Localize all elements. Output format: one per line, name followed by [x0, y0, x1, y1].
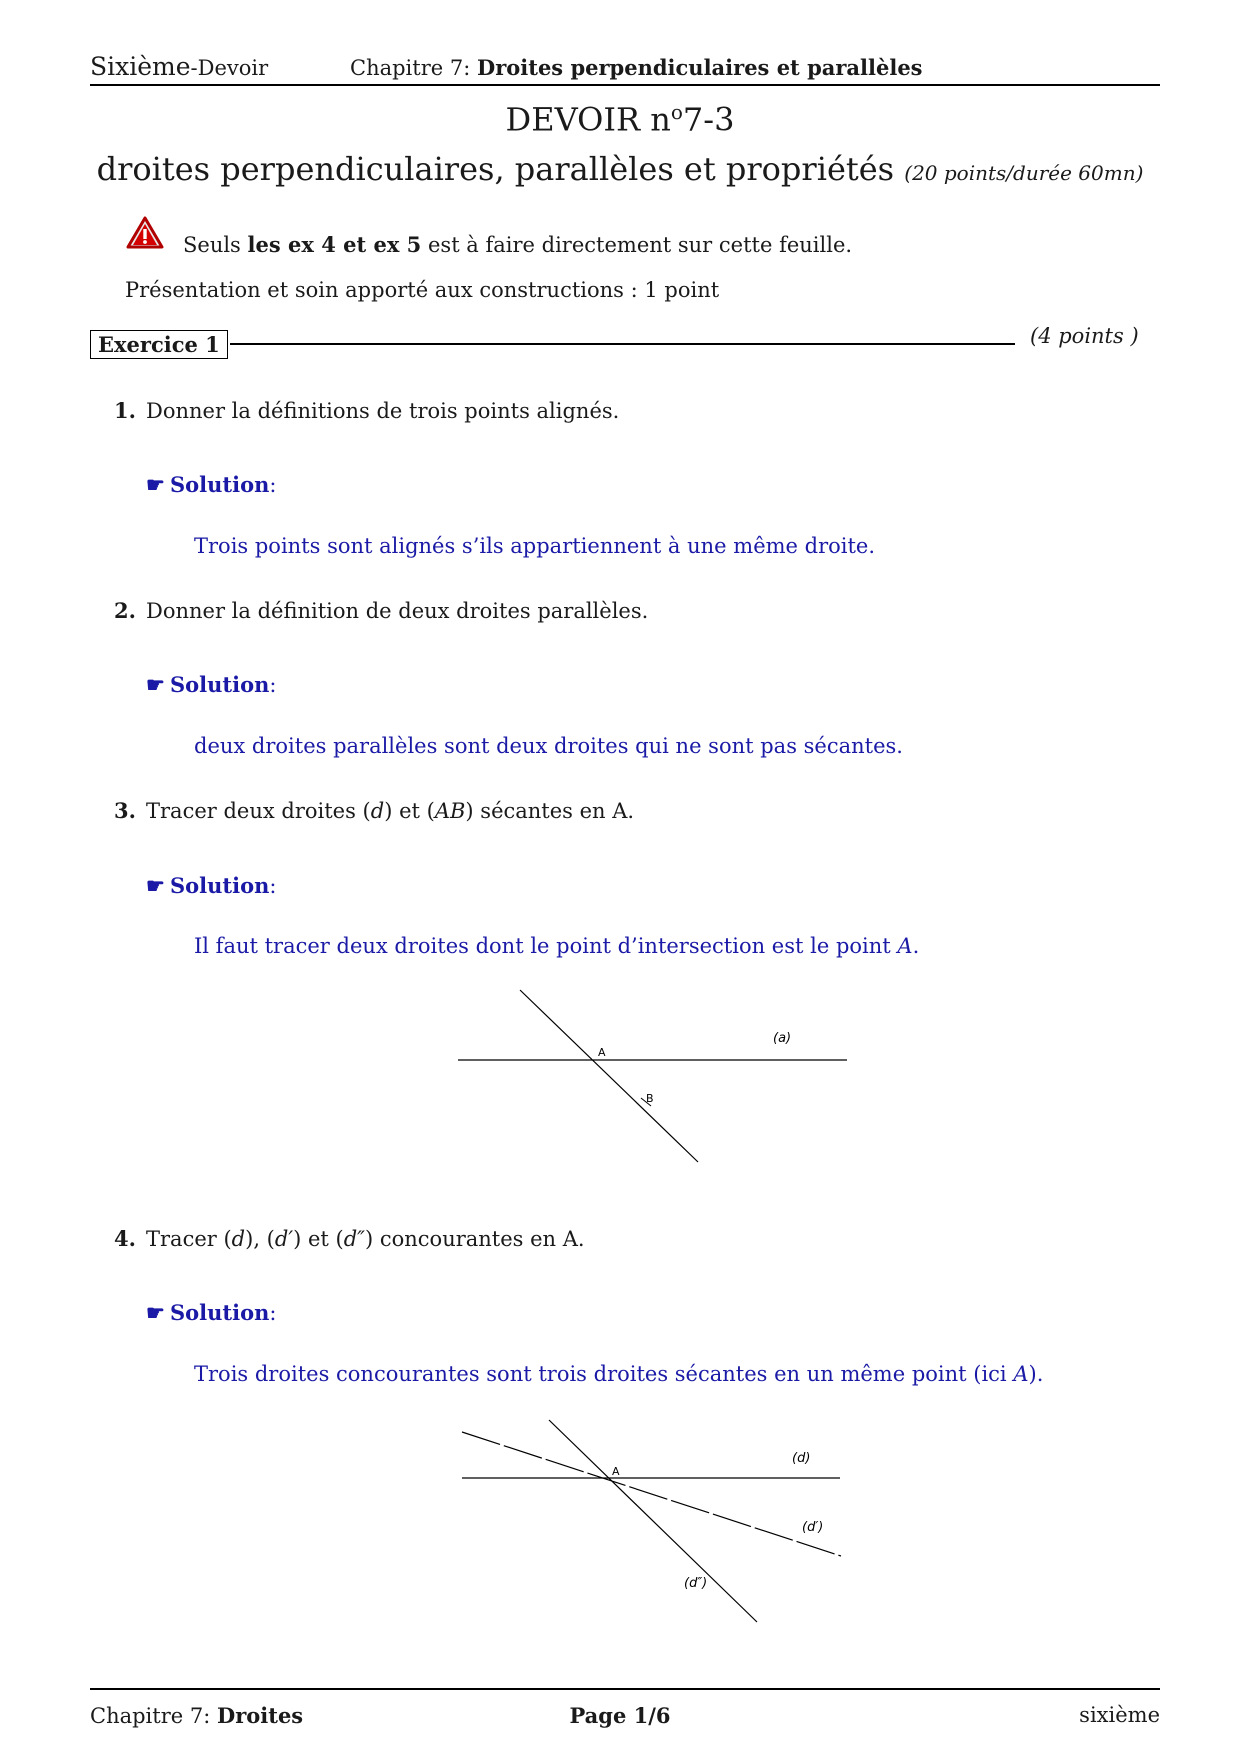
solution-label-text: Solution — [170, 873, 270, 898]
q4-text-a: Tracer ( — [146, 1227, 232, 1251]
figure-secant-lines — [440, 980, 860, 1180]
label-line-d: (d) — [792, 1451, 811, 1466]
label-line-a: (a) — [773, 1031, 792, 1046]
header-course-suffix: -Devoir — [190, 56, 269, 80]
solution-label-3: ☛ Solution: — [146, 873, 277, 898]
question-number: 2. — [114, 598, 136, 623]
q3-text-e: ) sécantes en A. — [465, 799, 635, 823]
notice-prefix: Seuls — [183, 233, 241, 257]
page-number: Page 1/6 — [569, 1703, 671, 1728]
line-d-second — [549, 1420, 757, 1622]
question-number: 3. — [114, 798, 136, 823]
solution-label-2: ☛ Solution: — [146, 672, 277, 697]
question-number: 1. — [114, 398, 136, 423]
question-text: Donner la définition de deux droites parallèles. — [146, 599, 649, 623]
label-line-d-second: (d″) — [684, 1576, 708, 1591]
q3-text-d: AB — [434, 799, 466, 823]
q3-text-c: ) et ( — [384, 799, 435, 823]
title-devoir-sup: o — [670, 100, 683, 124]
footer-rule — [90, 1688, 1160, 1690]
line-d-prime — [462, 1432, 841, 1556]
question-1 — [114, 398, 619, 423]
notice-text — [183, 232, 852, 257]
page-title — [0, 100, 1240, 139]
solution-label-4: ☛ Solution: — [146, 1300, 277, 1325]
title-devoir: DEVOIR n — [505, 100, 671, 139]
header-course-name: Sixième — [90, 52, 191, 81]
label-line-d-prime: (d′) — [802, 1520, 824, 1535]
q3-solution-b: A — [897, 934, 913, 958]
solution-label-text: Solution — [170, 672, 270, 697]
q3-solution-a: Il faut tracer deux droites dont le point d’intersection est le point — [194, 934, 898, 958]
q4-text-f: d″ — [343, 1227, 365, 1251]
footer-chapter-name: Droites — [216, 1703, 304, 1728]
question-2 — [114, 598, 648, 623]
exercise-label: Exercice 1 — [90, 330, 228, 359]
solution-label-1: ☛ Solution: — [146, 472, 277, 497]
warning-icon — [126, 216, 164, 250]
header-rule — [90, 84, 1160, 86]
pointing-hand-icon: ☛ — [146, 672, 165, 697]
question-4 — [114, 1226, 585, 1251]
question-number: 4. — [114, 1226, 136, 1251]
solution-text-3 — [194, 934, 919, 958]
title-devoir-num: 7-3 — [682, 100, 735, 139]
header-chapter-prefix: Chapitre 7: — [350, 56, 471, 80]
page-subtitle — [0, 150, 1240, 188]
notice-suffix: est à faire directement sur cette feuille. — [427, 233, 853, 257]
q4-solution-b: A — [1013, 1362, 1029, 1386]
label-point-b: B — [646, 1092, 654, 1105]
solution-label-text: Solution — [170, 472, 270, 497]
subtitle-text: droites perpendiculaires, parallèles et propriétés — [96, 150, 895, 188]
presentation-note: Présentation et soin apporté aux constructions : 1 point — [125, 278, 720, 302]
figure-concurrent-lines — [440, 1410, 860, 1630]
q4-solution-a: Trois droites concourantes sont trois droites sécantes en un même point (ici — [194, 1362, 1014, 1386]
header-chapter-title: Droites perpendiculaires et parallèles — [476, 55, 923, 80]
line-ab — [520, 990, 698, 1162]
q4-solution-c: ). — [1028, 1362, 1044, 1386]
solution-text-4 — [194, 1362, 1043, 1386]
pointing-hand-icon: ☛ — [146, 873, 165, 898]
label-point-a: A — [612, 1465, 620, 1478]
footer-chapter-prefix: Chapitre 7: — [90, 1704, 211, 1728]
pointing-hand-icon: ☛ — [146, 1300, 165, 1325]
subtitle-points: (20 points/durée 60mn) — [904, 161, 1144, 185]
q4-text-b: d — [231, 1227, 246, 1251]
q4-text-e: ) et ( — [293, 1227, 344, 1251]
q4-text-g: ) concourantes en A. — [365, 1227, 585, 1251]
q3-solution-c: . — [912, 934, 920, 958]
question-3 — [114, 798, 634, 823]
q3-text-a: Tracer deux droites ( — [146, 799, 371, 823]
q4-text-d: d′ — [274, 1227, 294, 1251]
pointing-hand-icon: ☛ — [146, 472, 165, 497]
solution-label-text: Solution — [170, 1300, 270, 1325]
header-course — [90, 52, 268, 81]
q3-text-b: d — [370, 799, 385, 823]
exercise-rule — [230, 343, 1015, 345]
header-chapter — [350, 55, 923, 80]
solution-text-1: Trois points sont alignés s’ils appartiennent à une même droite. — [194, 534, 876, 558]
solution-text-2: deux droites parallèles sont deux droites qui ne sont pas sécantes. — [194, 734, 903, 758]
footer-level: sixième — [1079, 1703, 1160, 1727]
notice-bold: les ex 4 et ex 5 — [247, 232, 422, 257]
label-point-a: A — [598, 1046, 606, 1059]
exercise-points: (4 points ) — [1030, 324, 1139, 348]
q4-text-c: ), ( — [245, 1227, 275, 1251]
question-text: Donner la définitions de trois points alignés. — [146, 399, 620, 423]
